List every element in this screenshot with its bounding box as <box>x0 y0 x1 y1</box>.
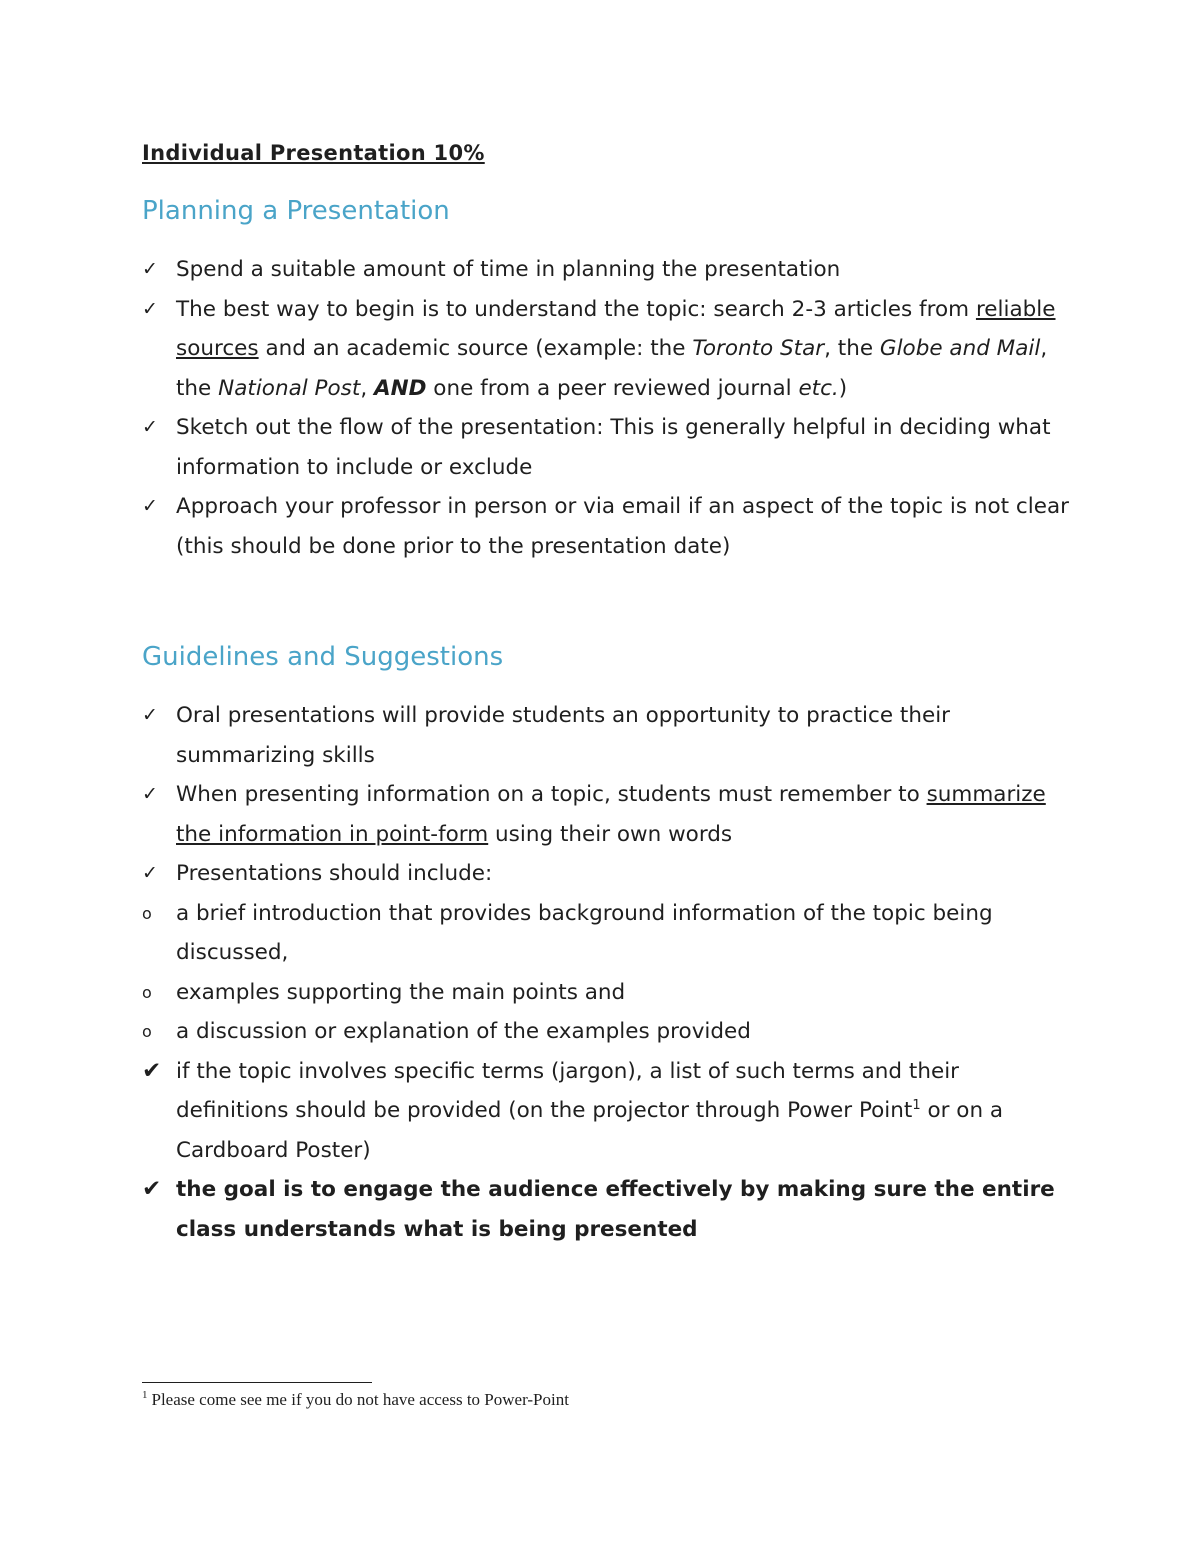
item-text: , the <box>176 336 1048 401</box>
item-text: , <box>360 375 374 401</box>
footnote-marker: 1 <box>142 1389 148 1402</box>
list-item <box>142 775 1072 854</box>
list-item <box>142 1170 1072 1249</box>
item-text: and an academic source (example: the <box>258 336 693 361</box>
summarize-point-form-link[interactable]: summarize the information in point-form <box>176 782 1046 847</box>
checkmark-icon: ✓ <box>142 862 158 884</box>
item-text: Presentations should include: <box>176 861 493 886</box>
item-text: using their own words <box>488 821 733 847</box>
source-globe-and-mail: Globe and Mail <box>879 336 1041 361</box>
document-title: Individual Presentation 10% <box>142 141 485 165</box>
circle-bullet-icon: o <box>142 903 152 923</box>
heading-planning: Planning a Presentation <box>142 196 450 226</box>
list-item <box>142 250 1072 290</box>
footnote-text: Please come see me if you do not have access to Power-Point <box>151 1390 569 1409</box>
list-item <box>142 290 1072 409</box>
heading-guidelines: Guidelines and Suggestions <box>142 642 504 672</box>
source-national-post: National Post <box>218 375 361 401</box>
item-text: one from a peer reviewed journal <box>426 375 799 401</box>
checkmark-icon: ✓ <box>142 495 158 517</box>
footnote-reference[interactable]: 1 <box>912 1097 921 1113</box>
emphasis-and: AND <box>373 375 427 401</box>
circle-bullet-icon: o <box>142 982 152 1002</box>
heavy-checkmark-icon: ✔ <box>142 1176 162 1202</box>
emphasis-etc: etc. <box>798 375 839 401</box>
planning-list <box>142 250 1072 566</box>
item-text: a brief introduction that provides background information of the topic being discussed, <box>176 900 993 965</box>
circle-bullet-icon: o <box>142 1022 152 1041</box>
checkmark-icon: ✓ <box>142 297 158 320</box>
item-text: Spend a suitable amount of time in planning the presentation <box>176 257 841 282</box>
item-text: the goal is to engage the audience effectively by making sure the entire class understands what is being presented <box>176 1177 1055 1242</box>
list-item <box>142 487 1072 566</box>
footnote-separator <box>142 1382 372 1383</box>
reliable-sources-link[interactable]: reliable sources <box>176 296 1056 361</box>
item-text: Oral presentations will provide students an opportunity to practice their summarizing skills <box>176 703 951 768</box>
heavy-checkmark-icon: ✔ <box>142 1057 162 1084</box>
list-item <box>142 408 1072 487</box>
item-text: When presenting information on a topic, students must remember to <box>176 782 927 807</box>
list-item <box>142 1052 1072 1171</box>
item-text: ) <box>838 375 848 401</box>
checkmark-icon: ✓ <box>142 704 158 726</box>
list-item <box>142 696 1072 775</box>
item-text: The best way to begin is to understand the topic: search 2-3 articles from <box>176 296 976 322</box>
list-item <box>142 854 1072 894</box>
item-text: Approach your professor in person or via email if an aspect of the topic is not clear (this should be done prior to the presentation date) <box>176 494 1069 559</box>
item-text: or on a Cardboard Poster) <box>176 1098 1004 1163</box>
checkmark-icon: ✓ <box>142 416 158 438</box>
checkmark-icon: ✓ <box>142 258 158 280</box>
item-text: if the topic involves specific terms (jargon), a list of such terms and their definitions should be provided (on the projector through Power Point <box>176 1058 960 1123</box>
guidelines-list <box>142 696 1072 1249</box>
item-text: a discussion or explanation of the examples provided <box>176 1019 751 1044</box>
sub-list-item <box>142 1012 1072 1052</box>
sub-list-item <box>142 973 1072 1013</box>
item-text: examples supporting the main points and <box>176 979 626 1005</box>
footnote <box>142 1390 569 1410</box>
source-toronto-star: Toronto Star <box>692 336 825 361</box>
checkmark-icon: ✓ <box>142 783 158 805</box>
sub-list-item <box>142 894 1072 973</box>
item-text: , the <box>824 336 880 361</box>
item-text: Sketch out the flow of the presentation: This is generally helpful in deciding what information to include or exclude <box>176 415 1051 480</box>
